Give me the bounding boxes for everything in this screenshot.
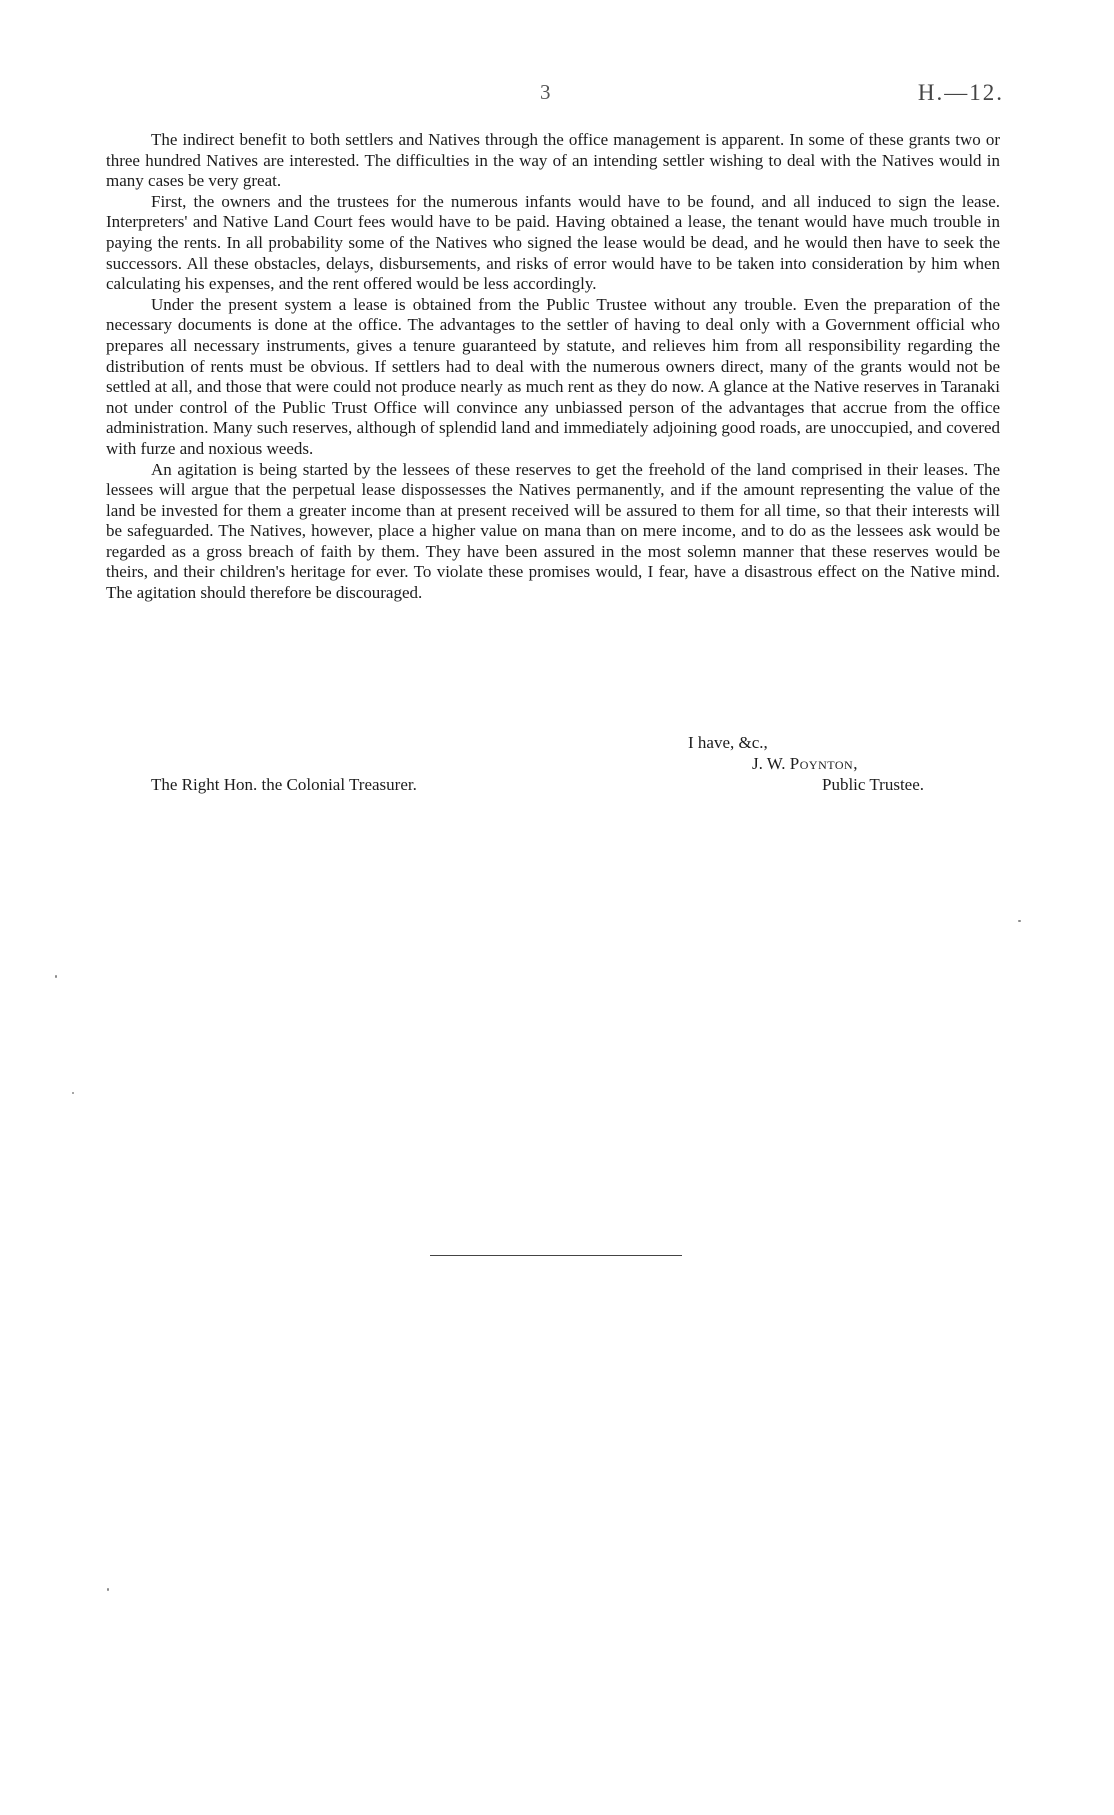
closing-line: I have, &c., — [688, 733, 768, 752]
paragraph-indirect-benefit: The indirect benefit to both settlers and Natives through the office management is apparent. In some of these grants two or three hundred Natives are interested. The difficulties in the way of an intending settler wishing to deal with the Natives would in many cases be very great. — [106, 130, 1000, 191]
body-text — [106, 130, 1000, 604]
signatory-title: Public Trustee. — [822, 775, 925, 794]
paper-reference: H.—12. — [917, 80, 1004, 105]
page-number: 3 — [540, 80, 552, 104]
paragraph-agitation: An agitation is being started by the lessees of these reserves to get the freehold of the land comprised in their leases. The lessees will argue that the perpetual lease dispossesses the Natives permanently, and if the amount representing the value of the land be invested for them a greater income than at present received will be assured to them for all time, so that their interests will be safeguarded. The Natives, however, place a higher value on mana than on mere income, and to do as the lessees ask would be regarded as a gross breach of faith by them. They have been assured in the most solemn manner that these reserves would be theirs, and their children's heritage for ever. To violate these promises would, I fear, have a disastrous effect on the Native mind. The agitation should therefore be discouraged. — [106, 459, 1000, 603]
signoff-block — [0, 733, 1114, 803]
paragraph-present-system: Under the present system a lease is obtained from the Public Trustee without any trouble. Even the preparation of the necessary documents is done at the office. The advantages to the settler of having to deal only with a Government official who prepares all necessary instruments, gives a tenure guaranteed by statute, and relieves him from all responsibility regarding the distribution of rents must be obvious. If settlers had to deal with the numerous owners direct, many of the grants would not be settled at all, and those that were could not produce nearly as much rent as they do now. A glance at the Native reserves in Taranaki not under control of the Public Trust Office will convince any unbiassed person of the advantages that accrue from the office administration. Many such reserves, although of splendid land and immediately adjoining good roads, are unoccupied, and covered with furze and noxious weeds. — [106, 294, 1000, 458]
addressee: The Right Hon. the Colonial Treasurer. — [151, 775, 417, 794]
paragraph-owners-and-trustees: First, the owners and the trustees for the numerous infants would have to be found, and all induced to sign the lease. Interpreters' and Native Land Court fees would have to be paid. Having obtained a lease, the tenant would have much trouble in paying the rents. In all probability some of the Natives who signed the lease would be dead, and he would then have to seek the successors. All these obstacles, delays, disbursements, and risks of error would have to be taken into consideration by him when calculating his expenses, and the rent offered would be less accordingly. — [106, 191, 1000, 294]
scan-speck — [72, 1092, 74, 1094]
scan-speck — [107, 1588, 109, 1591]
signatory-surname: Poynton, — [789, 754, 858, 773]
signatory-initials: J. W. — [752, 754, 786, 773]
signatory-name — [752, 754, 858, 775]
scan-speck — [55, 975, 57, 978]
scan-speck — [1018, 920, 1021, 922]
section-divider — [430, 1255, 682, 1256]
